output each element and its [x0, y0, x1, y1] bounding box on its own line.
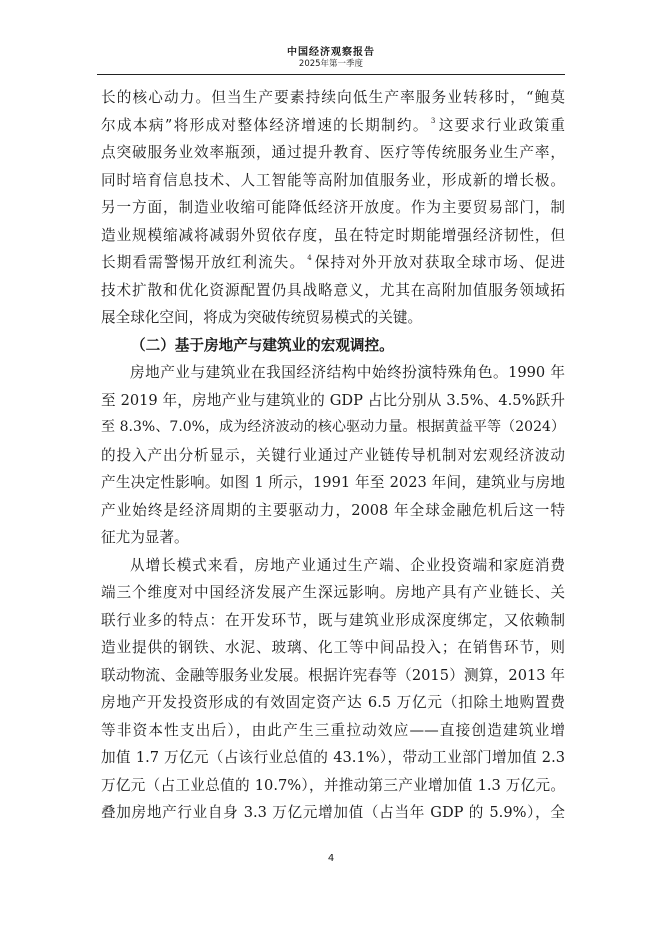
report-issue: 2025年第一季度	[298, 59, 364, 69]
paragraph-line: 征尤为显著。	[101, 529, 189, 546]
paragraph-line: 造业规模缩减将减弱外贸依存度，虽在特定时期能增强经济韧性，但	[101, 226, 565, 244]
paragraph-line: 长的核心动力。但当生产要素持续向低生产率服务业转移时，“鲍莫	[101, 89, 565, 106]
document-body	[101, 84, 565, 827]
paragraph-line: 点突破服务业效率瓶颈，通过提升教育、医疗等传统服务业生产率，	[101, 144, 565, 161]
paragraph-line: 房地产业与建筑业在我国经济结构中始终扮演特殊角色。1990 年	[130, 364, 565, 381]
paragraph-line: 万亿元（占工业总值的 10.7%），并推动第三产业增加值 1.3 万亿元。	[101, 776, 565, 794]
paragraph-line: 产生决定性影响。如图 1 所示，1991 年至 2023 年间，建筑业与房地	[101, 474, 565, 491]
paragraph-line: 产业始终是经济周期的主要驱动力，2008 年全球金融危机后这一特	[101, 501, 565, 519]
paragraph-line: 另一方面，制造业收缩可能降低经济开放度。作为主要贸易部门，制	[101, 199, 565, 216]
paragraph-line: 联动物流、金融等服务业发展。根据许宪春等（2015）测算，2013 年	[101, 666, 565, 684]
text-run: 这要求行业政策重	[437, 116, 565, 134]
paragraph-line: 同时培育信息技术、人工智能等高附加值服务业，形成新的增长极。	[101, 171, 565, 189]
paragraph-line: 房地产开发投资形成的有效固定资产达 6.5 万亿元（扣除土地购置费	[101, 694, 565, 711]
paragraph-line	[101, 112, 565, 140]
text-run: 保持对外开放对获取全球市场、促进	[313, 254, 565, 271]
paragraph-line: 至 8.3%、7.0%，成为经济波动的核心驱动力量。根据黄益平等（2024）	[101, 419, 565, 435]
paragraph-line: 端三个维度对中国经济发展产生深远影响。房地产具有产业链长、关	[101, 584, 565, 601]
footnote-marker: 4	[307, 254, 312, 262]
paragraph-line: 加值 1.7 万亿元（占该行业总值的 43.1%），带动工业部门增加值 2.3	[101, 749, 565, 766]
footnote-marker: 3	[430, 116, 436, 125]
paragraph-line: 展全球化空间，将成为突破传统贸易模式的关键。	[101, 309, 423, 326]
paragraph-line: 从增长模式来看，房地产业通过生产端、企业投资端和家庭消费	[130, 556, 565, 574]
section-heading: （二）基于房地产与建筑业的宏观调控。	[131, 336, 394, 354]
report-title: 中国经济观察报告	[287, 47, 375, 58]
paragraph-line: 叠加房地产行业自身 3.3 万亿元增加值（占当年 GDP 的 5.9%），全	[101, 804, 565, 821]
text-run: 长期看需警惕开放红利流失。	[101, 254, 306, 271]
paragraph-line: 联行业多的特点：在开发环节，既与建筑业形成深度绑定，又依赖制	[101, 611, 565, 629]
paragraph-line: 技术扩散和优化资源配置仍具战略意义，尤其在高附加值服务领域拓	[101, 281, 565, 299]
paragraph-line: 等非资本性支出后），由此产生三重拉动效应——直接创造建筑业增	[101, 721, 565, 739]
paragraph-line: 造业提供的钢铁、水泥、玻璃、化工等中间品投入；在销售环节，则	[101, 639, 565, 656]
header-rule	[97, 74, 565, 75]
text-run: 尔成本病”将形成对整体经济增速的长期制约。	[101, 116, 429, 134]
paragraph-line: 至 2019 年，房地产业与建筑业的 GDP 占比分别从 3.5%、4.5%跃升	[101, 391, 565, 409]
paragraph-line	[101, 249, 565, 277]
page-number: 4	[327, 853, 335, 864]
running-header	[0, 46, 662, 70]
paragraph-line: 的投入产出分析显示，关键行业通过产业链传导机制对宏观经济波动	[101, 446, 565, 464]
